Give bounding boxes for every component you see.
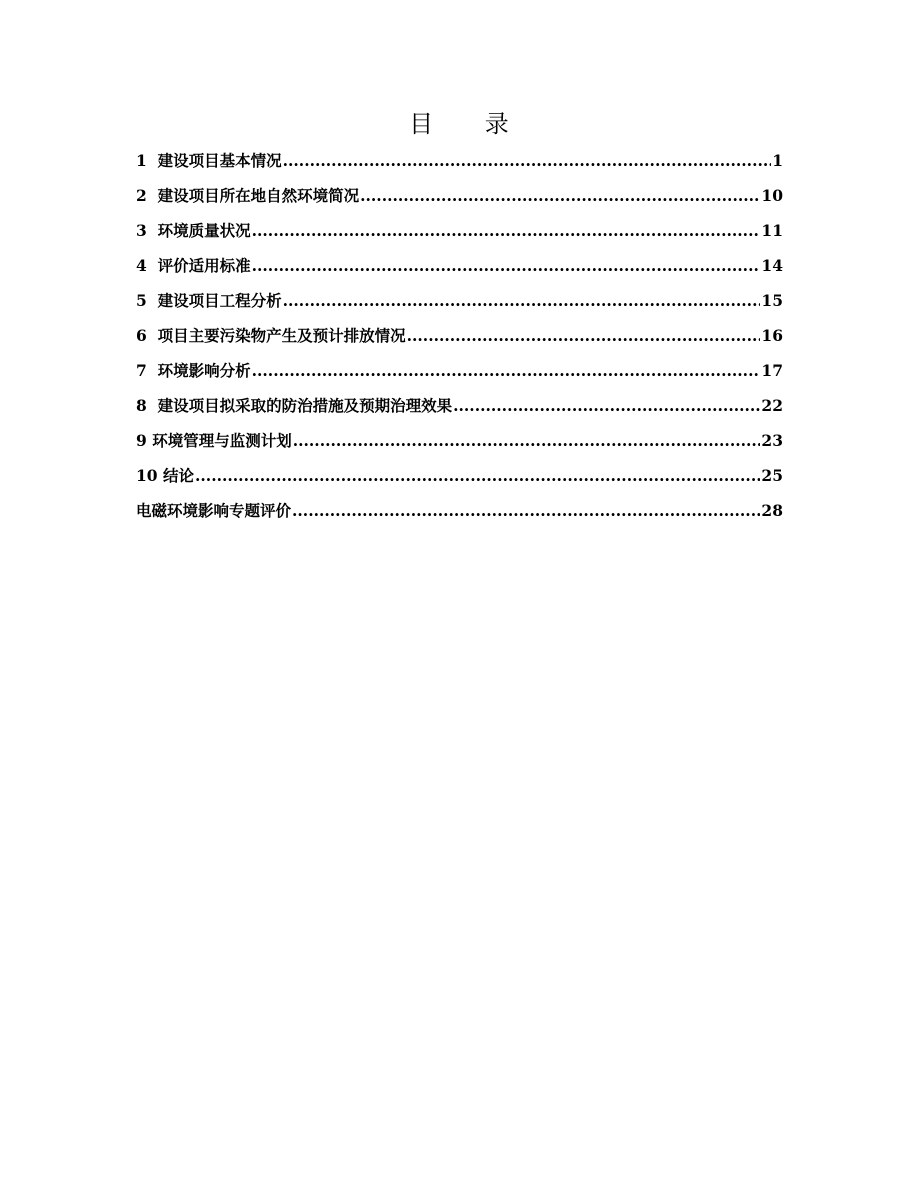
toc-entry-number: 9 (136, 431, 147, 450)
toc-entry-number: 5 (136, 291, 147, 310)
toc-entry-page: 14 (761, 256, 783, 275)
toc-entry-label (136, 493, 291, 528)
dot-leader (252, 353, 761, 388)
toc-entry (136, 353, 783, 388)
dot-leader (453, 388, 760, 423)
dot-leader (252, 213, 761, 248)
toc-entry-label (136, 423, 292, 458)
toc-entry-page: 28 (761, 501, 783, 520)
toc-entry-text: 评价适用标准 (157, 256, 251, 275)
toc-entry-label (136, 213, 251, 248)
toc-entry-text: 建设项目拟采取的防治措施及预期治理效果 (157, 396, 453, 415)
toc-entry-gap (147, 186, 158, 205)
toc-entry-gap (147, 326, 158, 345)
toc-entry-number: 1 (136, 151, 147, 170)
toc-entry-gap (147, 396, 158, 415)
toc-entry-page: 15 (761, 291, 783, 310)
dot-leader (283, 283, 761, 318)
toc-entry (136, 178, 783, 213)
toc-entry (136, 143, 783, 178)
toc-entry-label (136, 248, 251, 283)
toc-entry-label (136, 388, 452, 423)
toc-entry-text: 项目主要污染物产生及预计排放情况 (157, 326, 406, 345)
toc-entry-text: 建设项目工程分析 (157, 291, 282, 310)
dot-leader (360, 178, 760, 213)
toc-entry-gap (147, 221, 158, 240)
toc-entry-gap (147, 361, 158, 380)
dot-leader (283, 143, 772, 178)
toc-entry (136, 388, 783, 423)
toc-entry-text: 建设项目基本情况 (157, 151, 282, 170)
toc-entry-page: 10 (761, 186, 783, 205)
dot-leader (252, 248, 761, 283)
toc-entry-page: 11 (761, 221, 783, 240)
toc-entry-label (136, 458, 194, 493)
toc-entry-number: 6 (136, 326, 147, 345)
toc-list (136, 143, 783, 528)
toc-entry-text: 环境质量状况 (157, 221, 251, 240)
dot-leader (407, 318, 761, 353)
toc-entry-page: 22 (761, 396, 783, 415)
toc-entry-number: 10 (136, 466, 158, 485)
toc-entry (136, 458, 783, 493)
dot-leader (195, 458, 760, 493)
toc-entry-label (136, 353, 251, 388)
toc-entry-number: 2 (136, 186, 147, 205)
toc-title: 目 录 (409, 110, 531, 138)
toc-entry-text: 建设项目所在地自然环境简况 (157, 186, 360, 205)
toc-entry-page: 25 (761, 466, 783, 485)
toc-entry-page: 16 (761, 326, 783, 345)
toc-entry-page: 17 (761, 361, 783, 380)
toc-entry-gap (147, 151, 158, 170)
toc-entry-page: 1 (772, 151, 783, 170)
toc-entry-page: 23 (761, 431, 783, 450)
toc-entry (136, 493, 783, 528)
toc-entry-gap (147, 256, 158, 275)
toc-entry (136, 248, 783, 283)
toc-entry (136, 318, 783, 353)
toc-entry-number: 4 (136, 256, 147, 275)
toc-entry-text: 环境影响分析 (157, 361, 251, 380)
toc-entry (136, 213, 783, 248)
toc-entry-text: 电磁环境影响专题评价 (136, 501, 292, 520)
toc-entry-label (136, 143, 282, 178)
toc-entry (136, 283, 783, 318)
toc-entry-text: 结论 (162, 466, 194, 485)
toc-entry-number: 3 (136, 221, 147, 240)
toc-entry-label (136, 318, 406, 353)
toc-entry (136, 423, 783, 458)
dot-leader (293, 423, 761, 458)
toc-entry-number: 8 (136, 396, 147, 415)
toc-entry-label (136, 283, 282, 318)
toc-entry-gap (147, 291, 158, 310)
toc-entry-number: 7 (136, 361, 147, 380)
dot-leader (292, 493, 760, 528)
toc-entry-text: 环境管理与监测计划 (152, 431, 292, 450)
toc-entry-label (136, 178, 359, 213)
